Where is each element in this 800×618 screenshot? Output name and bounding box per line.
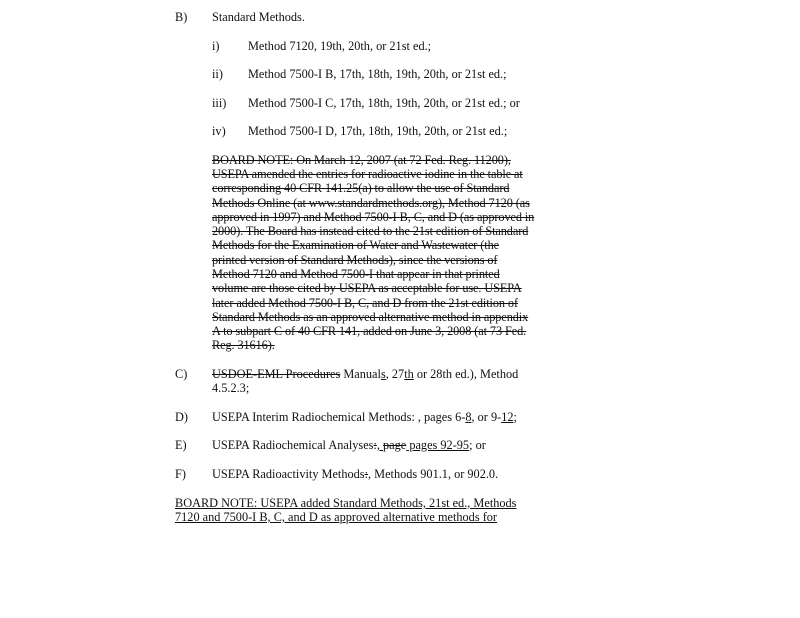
item-ii-num: ii) bbox=[212, 67, 223, 81]
section-d-line bbox=[212, 410, 517, 424]
section-e-text: USEPA Radiochemical Analyses bbox=[212, 438, 374, 452]
item-i-text: Method 7120, 19th, 20th, or 21st ed.; bbox=[248, 39, 432, 53]
section-e-inserted: , bbox=[376, 438, 384, 452]
section-d-label: D) bbox=[175, 410, 188, 424]
note-line: Methods Online (at www.standardmethods.org), Method 7120 (as bbox=[212, 196, 530, 210]
section-c-line2: 4.5.2.3; bbox=[212, 381, 250, 395]
section-f-line bbox=[212, 467, 498, 481]
item-iii-num: iii) bbox=[212, 96, 227, 110]
note-line: corresponding 40 CFR 141.25(a) to allow the use of Standard bbox=[212, 181, 510, 195]
note-line: Standard Methods as an approved alternative method in appendix bbox=[212, 310, 529, 324]
section-f-text: USEPA Radioactivity Methods bbox=[212, 467, 365, 481]
note-line: Reg. 31616). bbox=[212, 338, 275, 352]
section-e-text: ; or bbox=[469, 438, 486, 452]
section-d-text: , or 9- bbox=[471, 410, 502, 424]
section-d-inserted: 8 bbox=[465, 410, 472, 424]
section-d-text: USEPA Interim Radiochemical Methods: bbox=[212, 410, 415, 424]
section-e-struck: page bbox=[383, 438, 407, 452]
note-line: later added Method 7500-I B, C, and D from the 21st edition of bbox=[212, 296, 518, 310]
section-c-text: , 27 bbox=[385, 367, 405, 381]
section-c-inserted: th bbox=[404, 367, 414, 381]
note-line: approved in 1997) and Method 7500-I B, C, and D (as approved in bbox=[212, 210, 535, 224]
final-note-text: 7120 and 7500-I B, C, and D as approved alternative methods for bbox=[175, 510, 498, 524]
note-line: Method 7120 and Method 7500-I that appear in that printed bbox=[212, 267, 500, 281]
note-line: BOARD NOTE: On March 12, 2007 (at 72 Fed. Reg. 11200), bbox=[212, 153, 511, 167]
section-f-text: , Methods 901.1, or 902.0. bbox=[368, 467, 499, 481]
item-iii-text: Method 7500-I C, 17th, 18th, 19th, 20th, or 21st ed.; or bbox=[248, 96, 520, 110]
section-c-inserted: s bbox=[380, 367, 386, 381]
section-f-label: F) bbox=[175, 467, 186, 481]
section-d-text: ; bbox=[513, 410, 517, 424]
note-line: 2000). The Board has instead cited to the 21st edition of Standard bbox=[212, 224, 529, 238]
note-line: printed version of Standard Methods), since the versions of bbox=[212, 253, 498, 267]
section-b-label: B) bbox=[175, 10, 188, 24]
note-line: volume are those cited by USEPA as acceptable for use. USEPA bbox=[212, 281, 522, 295]
item-iv-num: iv) bbox=[212, 124, 226, 138]
section-c-struck-title: USDOE-EML Procedures bbox=[212, 367, 341, 381]
item-iv-text: Method 7500-I D, 17th, 18th, 19th, 20th, or 21st ed.; bbox=[248, 124, 508, 138]
final-note-text: USEPA added Standard Methods, 21st ed., Methods bbox=[257, 496, 517, 510]
section-d-inserted: 12 bbox=[501, 410, 514, 424]
section-c-line1 bbox=[212, 367, 518, 381]
note-line: Methods for the Examination of Water and Wastewater (the bbox=[212, 238, 499, 252]
item-i-num: i) bbox=[212, 39, 220, 53]
section-e-inserted: pages 92-95 bbox=[406, 438, 470, 452]
section-c-text: or 28th ed.), Method bbox=[413, 367, 519, 381]
section-e-struck: : bbox=[373, 438, 377, 452]
final-note-line1 bbox=[175, 496, 516, 510]
note-line: USEPA amended the entries for radioactive iodine in the table at bbox=[212, 167, 523, 181]
section-f-struck: : bbox=[364, 467, 369, 481]
note-line: A to subpart C of 40 CFR 141, added on June 3, 2008 (at 73 Fed. bbox=[212, 324, 527, 338]
final-note-heading: BOARD NOTE: bbox=[175, 496, 258, 510]
section-c-label: C) bbox=[175, 367, 188, 381]
item-ii-text: Method 7500-I B, 17th, 18th, 19th, 20th, or 21st ed.; bbox=[248, 67, 507, 81]
section-e-label: E) bbox=[175, 438, 187, 452]
final-note-line2 bbox=[175, 510, 497, 524]
section-e-line bbox=[212, 438, 486, 452]
section-b-title: Standard Methods. bbox=[212, 10, 305, 24]
section-c-text: Manual bbox=[340, 367, 381, 381]
section-d-text: , pages 6- bbox=[414, 410, 466, 424]
